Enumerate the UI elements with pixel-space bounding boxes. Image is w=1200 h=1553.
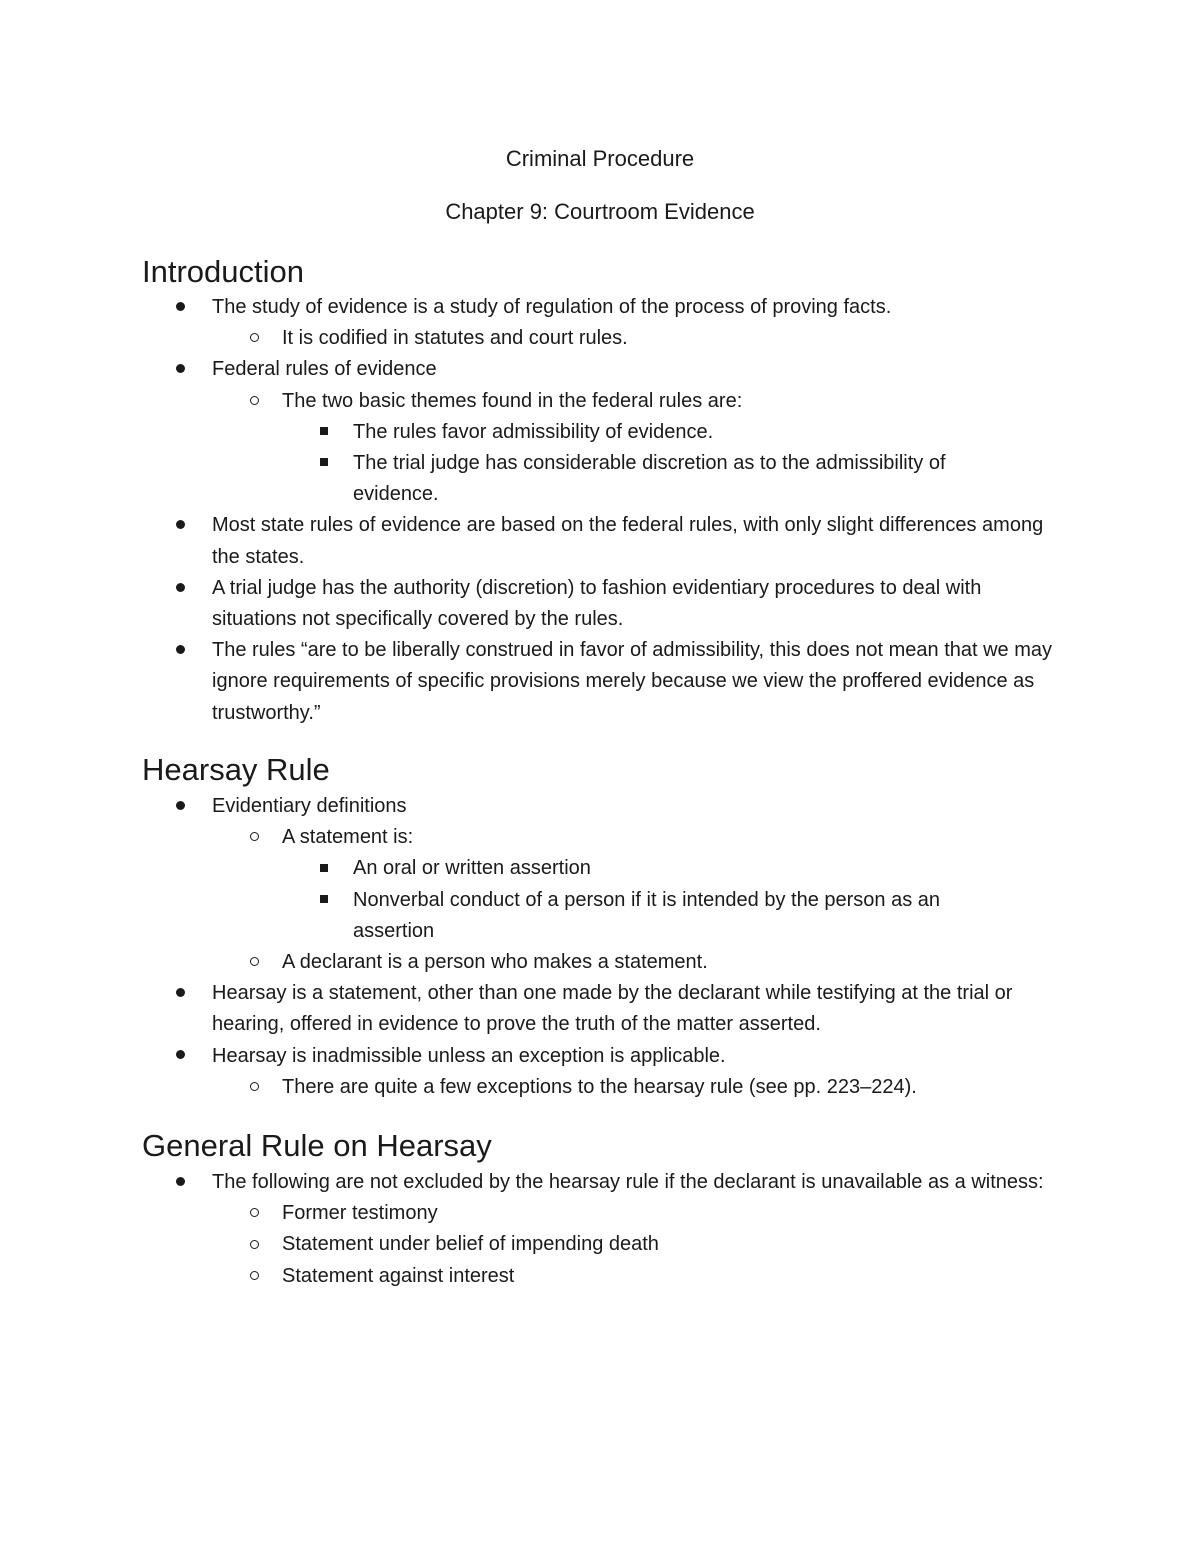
list-item-text: Most state rules of evidence are based on the federal rules, with only slight differences among the states. [212,514,1044,568]
bullet-circle-icon [244,1198,264,1229]
bullet-dot-icon [170,978,190,1009]
list-item [0,1072,1200,1103]
list-item-text: Federal rules of evidence [212,358,437,381]
bullet-circle-icon [244,1072,264,1103]
document-title: Criminal Procedure [505,146,695,171]
bullet-circle-icon [244,386,264,417]
list-item [0,791,1200,822]
section-heading-general-rule: General Rule on Hearsay [142,1128,492,1163]
list-item-text: The following are not excluded by the hearsay rule if the declarant is unavailable as a witness: [212,1171,1044,1193]
introduction-list [0,292,1200,729]
list-item-text: There are quite a few exceptions to the hearsay rule (see pp. 223–224). [282,1075,917,1098]
bullet-dot-icon [170,573,190,604]
bullet-dot-icon [170,354,190,385]
bullet-dot-icon [170,510,190,541]
bullet-dot-icon [170,1041,190,1072]
list-item [0,822,1200,853]
list-item-text: An oral or written assertion [353,857,591,880]
list-item-text: Nonverbal conduct of a person if it is intended by the person as an assertion [353,888,941,942]
section-heading-introduction: Introduction [142,254,304,289]
list-item [0,947,1200,978]
list-item-text: A trial judge has the authority (discretion) to fashion evidentiary procedures to deal with situations not specifically covered by the rules. [212,576,982,631]
bullet-square-icon [314,417,334,448]
list-item-text: The rules “are to be liberally construed in favor of admissibility, this does not mean that we may ignore requirements of specific provisions merely because we view the proffered evidence as trustworthy.” [212,639,1053,724]
list-item [0,386,1200,417]
bullet-square-icon [314,448,334,479]
bullet-circle-icon [244,822,264,853]
list-item [0,1229,1200,1260]
list-item [0,1198,1200,1229]
list-item [0,354,1200,385]
bullet-circle-icon [244,947,264,978]
list-item [0,1041,1200,1072]
list-item-text: Hearsay is inadmissible unless an exception is applicable. [212,1044,726,1067]
bullet-dot-icon [170,292,190,323]
list-item [0,573,1200,635]
list-item-text: The trial judge has considerable discretion as to the admissibility of evidence. [353,452,946,506]
list-item [0,323,1200,354]
list-item-text: Statement against interest [282,1264,515,1287]
bullet-circle-icon [244,1261,264,1292]
list-item-text: Hearsay is a statement, other than one made by the declarant while testifying at the trial or hearing, offered in evidence to prove the truth of the matter asserted. [212,982,1013,1036]
list-item [0,1261,1200,1292]
list-item-text: Statement under belief of impending death [282,1233,659,1256]
bullet-circle-icon [244,323,264,354]
list-item [0,510,1200,572]
list-item-text: Evidentiary definitions [212,795,407,817]
list-item [0,978,1200,1040]
list-item-text: The study of evidence is a study of regulation of the process of proving facts. [212,296,892,318]
bullet-dot-icon [170,791,190,822]
list-item [0,448,1200,510]
list-item [0,292,1200,323]
document-subtitle: Chapter 9: Courtroom Evidence [445,199,755,224]
section-heading-hearsay-rule: Hearsay Rule [142,752,330,787]
list-item [0,853,1200,884]
list-item [0,417,1200,448]
list-item [0,635,1200,729]
list-item-text: Former testimony [282,1202,438,1225]
list-item [0,885,1200,947]
bullet-square-icon [314,853,334,884]
bullet-dot-icon [170,635,190,666]
list-item-text: The rules favor admissibility of evidence. [353,420,714,443]
list-item-text: A declarant is a person who makes a statement. [282,951,708,974]
bullet-square-icon [314,885,334,916]
list-item-text: The two basic themes found in the federal rules are: [282,389,743,412]
list-item-text: It is codified in statutes and court rules. [282,327,628,350]
hearsay-rule-list [0,791,1200,1103]
list-item [0,1167,1200,1198]
general-rule-list [0,1167,1200,1292]
list-item-text: A statement is: [282,826,414,849]
bullet-dot-icon [170,1167,190,1198]
bullet-circle-icon [244,1229,264,1260]
